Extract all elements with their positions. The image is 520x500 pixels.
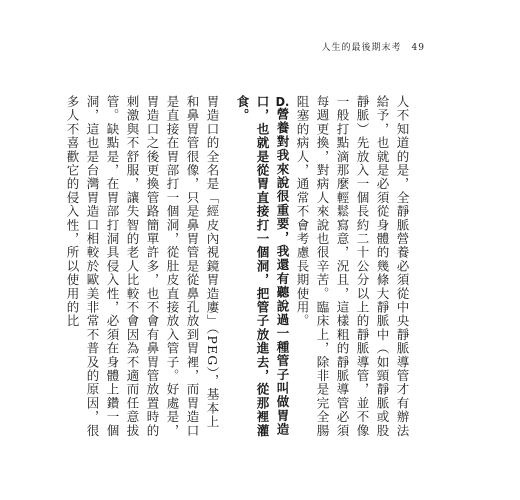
section-heading-text: 營養對我來說很重要，我還有聽說過一種管子叫做胃造口，也就是從胃直接打一個洞，把管子放進去，從那裡灌食。 [235, 95, 290, 438]
section-letter: D. [275, 95, 290, 108]
page-number: 49 [411, 43, 425, 53]
section-paragraph: 胃造口的全名是「經皮內視鏡胃造廔」（PEG），基本上和鼻胃管很像，只是鼻胃管是從鼻孔放到胃裡，而胃造口是直接在胃部打一個洞，從肚皮直接放入管子。好處是，胃造口之後更換管路簡單許多，也不會有鼻胃管放置時的刺激與不舒服，讓失智的老人比較不會因為不適而任意拔管。缺點是，在胃部打洞具侵入性，必須在身體上鑽一個洞，這也是台灣胃造口相較於歐美非常不普及的原因，很多人不喜歡它的侵入性，所以使用的比 [65, 95, 220, 438]
book-title: 人生的最後期末考 [321, 43, 402, 53]
intro-paragraph: 人不知道的是，全靜脈營養必須從中央靜脈導管才有辦法給予，也就是必須從身體的幾條大靜脈中（如頸靜脈或股靜脈）先放入一個長約二十公分以上的靜脈導管，並不像一般打點滴那麼輕鬆寫意，況且，這樣粗的靜脈導管必須每週更換，對病人來說也很辛苦。臨床上，除非是完全腸阻塞的病人，通常不會考慮長期使用。 [295, 95, 410, 438]
section-heading [232, 95, 292, 440]
vertical-text-body [65, 95, 412, 440]
running-header [322, 40, 425, 53]
